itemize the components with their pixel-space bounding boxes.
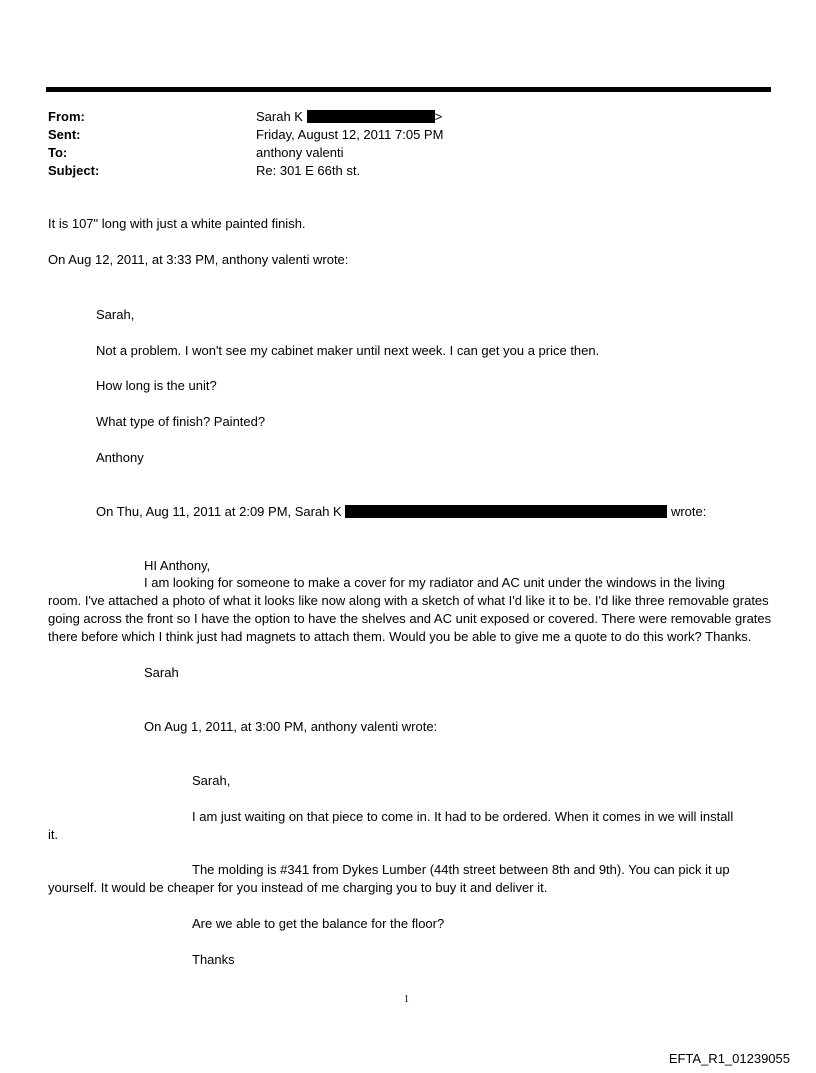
- quote-intro-2-wrote: wrote:: [670, 504, 707, 519]
- from-label: From:: [48, 109, 85, 124]
- quote2-paragraph: room. I've attached a photo of what it looks like now along with a sketch of what I'd like it to be. I'd like three removable grates going across the front so I have the option to have the shelves and AC unit exposed or covered. There were removable grates there before which I think just had magnets to attach them. Would you be able to give me a quote to do this work? Thanks.: [48, 593, 772, 644]
- reply-text: It is 107" long with just a white painted finish.: [48, 216, 306, 231]
- subject-value: Re: 301 E 66th st.: [256, 163, 361, 178]
- quote1-paragraph-1: Not a problem. I won't see my cabinet maker until next week. I can get you a price then.: [96, 343, 600, 358]
- subject-label: Subject:: [48, 163, 100, 178]
- sent-value: Friday, August 12, 2011 7:05 PM: [256, 127, 444, 142]
- page-number: 1: [404, 994, 409, 1005]
- sent-label: Sent:: [48, 127, 81, 142]
- from-trail: >: [434, 109, 443, 124]
- to-value: anthony valenti: [256, 145, 344, 160]
- document-id: EFTA_R1_01239055: [668, 1051, 790, 1066]
- quote2-line-1: I am looking for someone to make a cover for my radiator and AC unit under the windows in the living: [144, 575, 725, 590]
- quote1-signature: Anthony: [96, 450, 144, 465]
- quote-intro-3: On Aug 1, 2011, at 3:00 PM, anthony valenti wrote:: [144, 719, 438, 734]
- quote1-paragraph-3: What type of finish? Painted?: [96, 414, 266, 429]
- quote3-paragraph-1-cont: it.: [48, 827, 59, 842]
- quote-intro-1: On Aug 12, 2011, at 3:33 PM, anthony valenti wrote:: [48, 252, 349, 267]
- quote1-greeting: Sarah,: [96, 307, 135, 322]
- quote3-greeting: Sarah,: [192, 773, 231, 788]
- quote2-greeting: HI Anthony,: [144, 558, 211, 573]
- quote2-signature: Sarah: [144, 665, 179, 680]
- quote3-paragraph-3: Are we able to get the balance for the floor?: [192, 916, 445, 931]
- redaction-bar: [345, 505, 667, 518]
- quote3-paragraph-2-cont: yourself. It would be cheaper for you instead of me charging you to buy it and deliver it.: [48, 880, 548, 895]
- redaction-bar: [307, 110, 435, 123]
- quote3-signature: Thanks: [192, 952, 235, 967]
- quote-intro-2: [96, 503, 706, 521]
- quote1-paragraph-2: How long is the unit?: [96, 378, 217, 393]
- to-label: To:: [48, 145, 68, 160]
- from-value: [256, 108, 442, 126]
- quote-intro-2-text: On Thu, Aug 11, 2011 at 2:09 PM, Sarah K: [96, 504, 342, 519]
- quote3-paragraph-1: I am just waiting on that piece to come in. It had to be ordered. When it comes in we will install: [192, 809, 734, 824]
- quote3-paragraph-2: The molding is #341 from Dykes Lumber (44th street between 8th and 9th). You can pick it up: [192, 862, 730, 877]
- header-rule: [46, 87, 771, 92]
- from-name: Sarah K: [256, 109, 303, 124]
